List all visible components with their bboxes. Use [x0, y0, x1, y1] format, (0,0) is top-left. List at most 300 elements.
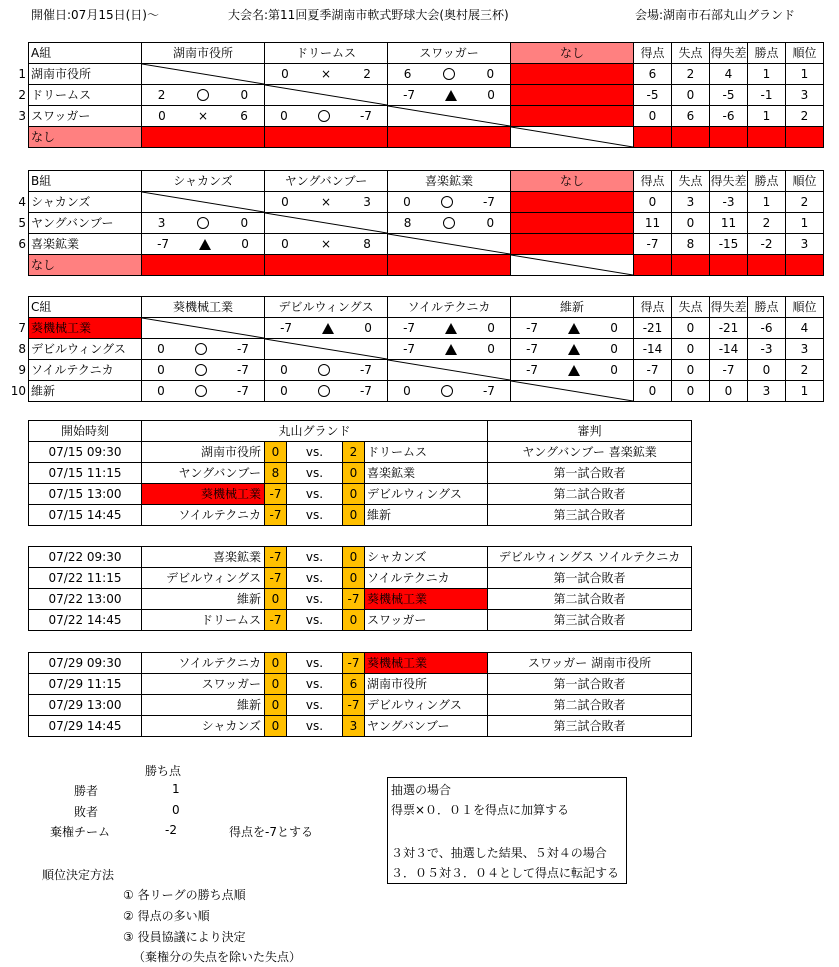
stat-header: 得点 [634, 171, 672, 192]
result-left: -7 [280, 321, 293, 335]
stat-cell: 1 [786, 381, 824, 402]
result-right: 0 [240, 216, 249, 230]
stat-cell [710, 127, 748, 148]
result-left: -7 [526, 363, 539, 377]
match-time: 07/22 09:30 [29, 547, 142, 568]
match-result-cell [142, 85, 265, 106]
match-result-cell [388, 64, 511, 85]
match-result-cell [388, 339, 511, 360]
result-right: -7 [236, 384, 249, 398]
header-date: 開催日:07月15日(日)～ [31, 8, 159, 22]
home-team: シャカンズ [142, 716, 265, 737]
match-result-cell [265, 234, 388, 255]
result-left: -7 [403, 88, 416, 102]
result-right: -7 [359, 363, 372, 377]
empty-red-cell [511, 213, 634, 234]
home-score: 0 [265, 442, 287, 463]
points-forfeit-value: -2 [165, 823, 177, 837]
stat-cell: 1 [786, 213, 824, 234]
group-col-header: 葵機械工業 [142, 297, 265, 318]
row-number: 9 [18, 363, 26, 377]
stat-cell: -15 [710, 234, 748, 255]
stat-cell: -3 [748, 339, 786, 360]
away-score: 0 [343, 568, 365, 589]
result-right: -7 [236, 342, 249, 356]
triangle-mark-icon [445, 344, 457, 355]
stat-cell: -2 [748, 234, 786, 255]
match-result-cell [388, 381, 511, 402]
row-number: 5 [18, 216, 26, 230]
vs-label: vs. [287, 653, 343, 674]
stat-cell [786, 255, 824, 276]
circle-mark-icon [195, 343, 207, 355]
home-score: 0 [265, 695, 287, 716]
home-score: -7 [265, 484, 287, 505]
match-time: 07/15 09:30 [29, 442, 142, 463]
result-right: 0 [487, 88, 495, 102]
stat-cell: -5 [634, 85, 672, 106]
umpire: 第三試合敗者 [488, 505, 692, 526]
home-score: 0 [265, 589, 287, 610]
result-left: 0 [157, 363, 165, 377]
stat-cell: 3 [786, 85, 824, 106]
match-result-cell [388, 213, 511, 234]
group-col-header: 維新 [511, 297, 634, 318]
match-result-cell [142, 339, 265, 360]
result-left: 0 [157, 384, 165, 398]
result-left: 0 [280, 384, 288, 398]
cross-mark: × [320, 195, 332, 209]
result-right: -7 [359, 109, 372, 123]
match-result-cell [142, 360, 265, 381]
stat-cell: -21 [634, 318, 672, 339]
result-left: -7 [526, 321, 539, 335]
team-name: ヤングバンブー [29, 213, 142, 234]
circle-mark-icon [195, 364, 207, 376]
match-result-cell [265, 106, 388, 127]
result-right: -7 [482, 195, 495, 209]
result-left: 0 [403, 195, 411, 209]
umpire: 第一試合敗者 [488, 674, 692, 695]
match-result-cell [388, 318, 511, 339]
vs-label: vs. [287, 505, 343, 526]
schedule-header-time: 開始時刻 [29, 421, 142, 442]
ranking-item-1: ① 各リーグの勝ち点順 [123, 888, 246, 902]
team-name: 維新 [29, 381, 142, 402]
empty-red-cell [511, 85, 634, 106]
result-right: 0 [486, 216, 495, 230]
stat-cell: 2 [786, 192, 824, 213]
ranking-item-3: ③ 役員協議により決定 [123, 930, 246, 944]
points-winner-value: 1 [172, 782, 180, 796]
lottery-line-1: 抽選の場合 [391, 783, 452, 797]
match-time: 07/15 14:45 [29, 505, 142, 526]
stat-cell: 0 [634, 192, 672, 213]
row-number: 7 [18, 321, 26, 335]
group-col-header: ヤングバンブー [265, 171, 388, 192]
away-score: 0 [343, 547, 365, 568]
result-right: 0 [486, 67, 495, 81]
empty-red-cell [265, 255, 388, 276]
result-left: 0 [403, 384, 411, 398]
triangle-mark-icon [322, 323, 334, 334]
umpire: 第一試合敗者 [488, 463, 692, 484]
stat-cell [748, 255, 786, 276]
stat-cell [672, 255, 710, 276]
stat-cell: -14 [710, 339, 748, 360]
match-result-cell [265, 318, 388, 339]
points-winner-label: 勝者 [74, 784, 99, 798]
empty-red-cell [388, 127, 511, 148]
match-result-cell [265, 64, 388, 85]
stat-cell: 11 [634, 213, 672, 234]
vs-label: vs. [287, 484, 343, 505]
triangle-mark-icon [445, 90, 457, 101]
away-score: -7 [343, 695, 365, 716]
diagonal-cell [142, 318, 265, 339]
group-table [28, 42, 824, 148]
stat-cell: -7 [634, 360, 672, 381]
stat-cell: 0 [672, 360, 710, 381]
result-right: 8 [363, 237, 371, 251]
result-left: 0 [280, 363, 288, 377]
match-time: 07/29 09:30 [29, 653, 142, 674]
stat-cell: -5 [710, 85, 748, 106]
lottery-note-box [387, 777, 627, 884]
stat-cell: -7 [634, 234, 672, 255]
result-left: 0 [281, 195, 289, 209]
home-score: -7 [265, 568, 287, 589]
home-score: -7 [265, 505, 287, 526]
row-number: 6 [18, 237, 26, 251]
result-left: -7 [403, 342, 416, 356]
result-right: 0 [610, 342, 618, 356]
group-table [28, 296, 824, 402]
match-result-cell [265, 360, 388, 381]
lottery-line-4: ３対３で、抽選した結果、５対４の場合 [391, 846, 607, 860]
stat-cell: 0 [672, 318, 710, 339]
team-name: 葵機械工業 [29, 318, 142, 339]
stat-cell: -3 [710, 192, 748, 213]
home-score: 0 [265, 716, 287, 737]
stat-header: 順位 [786, 43, 824, 64]
away-team: デビルウィングス [365, 484, 488, 505]
result-left: 8 [403, 216, 412, 230]
triangle-mark-icon [568, 323, 580, 334]
result-right: -7 [236, 363, 249, 377]
away-team: ソイルテクニカ [365, 568, 488, 589]
result-right: -7 [482, 384, 495, 398]
triangle-mark-icon [199, 239, 211, 250]
vs-label: vs. [287, 716, 343, 737]
row-number: 4 [18, 195, 26, 209]
lottery-line-5: ３．０５対３．０４として得点に転記する [391, 866, 620, 880]
diagonal-cell [142, 192, 265, 213]
stat-cell: 0 [710, 381, 748, 402]
diagonal-cell [388, 234, 511, 255]
empty-red-cell [511, 106, 634, 127]
match-time: 07/29 14:45 [29, 716, 142, 737]
home-score: -7 [265, 547, 287, 568]
vs-label: vs. [287, 610, 343, 631]
diagonal-cell [265, 339, 388, 360]
result-left: 2 [157, 88, 166, 102]
result-left: -7 [157, 237, 170, 251]
match-result-cell [142, 234, 265, 255]
umpire: 第一試合敗者 [488, 568, 692, 589]
match-result-cell [511, 360, 634, 381]
circle-mark-icon [197, 217, 209, 229]
stat-cell: 1 [748, 106, 786, 127]
away-team: 葵機械工業 [365, 653, 488, 674]
stat-header: 勝点 [748, 171, 786, 192]
vs-label: vs. [287, 589, 343, 610]
match-time: 07/29 11:15 [29, 674, 142, 695]
match-result-cell [388, 192, 511, 213]
stat-cell: 8 [672, 234, 710, 255]
result-right: 0 [487, 321, 495, 335]
schedule-header-umpire: 審判 [488, 421, 692, 442]
schedule-header-ground: 丸山グランド [142, 421, 488, 442]
vs-label: vs. [287, 442, 343, 463]
stat-cell: 0 [748, 360, 786, 381]
vs-label: vs. [287, 463, 343, 484]
home-team: ソイルテクニカ [142, 505, 265, 526]
home-team: 葵機械工業 [142, 484, 265, 505]
stat-cell: 0 [634, 106, 672, 127]
home-score: -7 [265, 610, 287, 631]
stat-cell: 0 [634, 381, 672, 402]
points-forfeit-note: 得点を-7とする [229, 825, 313, 839]
match-result-cell [511, 339, 634, 360]
away-score: 0 [343, 484, 365, 505]
group-col-header: デビルウィングス [265, 297, 388, 318]
umpire: ヤングバンブー 喜楽鉱業 [488, 442, 692, 463]
points-loser-label: 敗者 [74, 805, 99, 819]
away-team: 葵機械工業 [365, 589, 488, 610]
home-score: 0 [265, 653, 287, 674]
ranking-item-2: ② 得点の多い順 [123, 909, 210, 923]
result-right: 2 [363, 67, 371, 81]
triangle-mark-icon [568, 365, 580, 376]
away-team: シャカンズ [365, 547, 488, 568]
stat-header: 順位 [786, 297, 824, 318]
row-number: 8 [18, 342, 26, 356]
umpire: デビルウィングス ソイルテクニカ [488, 547, 692, 568]
stat-cell: 3 [786, 234, 824, 255]
match-time: 07/22 13:00 [29, 589, 142, 610]
home-team: 維新 [142, 695, 265, 716]
stat-cell: 3 [786, 339, 824, 360]
stat-cell [710, 255, 748, 276]
umpire: 第二試合敗者 [488, 695, 692, 716]
row-number: 10 [10, 384, 26, 398]
stat-cell: 2 [748, 213, 786, 234]
stat-cell: 6 [672, 106, 710, 127]
result-left: 0 [158, 109, 166, 123]
home-team: 湖南市役所 [142, 442, 265, 463]
away-score: 0 [343, 610, 365, 631]
match-result-cell [388, 85, 511, 106]
group-col-header: なし [511, 171, 634, 192]
stat-cell: 4 [710, 64, 748, 85]
away-score: 2 [343, 442, 365, 463]
stat-cell: 2 [786, 106, 824, 127]
stat-header: 失点 [672, 171, 710, 192]
away-score: -7 [343, 653, 365, 674]
header-tournament: 大会名:第11回夏季湖南市軟式野球大会(奥村展三杯) [228, 8, 509, 22]
match-result-cell [142, 213, 265, 234]
vs-label: vs. [287, 674, 343, 695]
stat-cell: -6 [748, 318, 786, 339]
row-number: 3 [18, 109, 26, 123]
away-team: デビルウィングス [365, 695, 488, 716]
circle-mark-icon [197, 89, 209, 101]
stat-cell: 1 [748, 64, 786, 85]
team-name: ソイルテクニカ [29, 360, 142, 381]
match-time: 07/29 13:00 [29, 695, 142, 716]
result-left: 0 [157, 342, 165, 356]
home-team: ドリームス [142, 610, 265, 631]
diagonal-cell [142, 64, 265, 85]
stat-cell: 3 [672, 192, 710, 213]
match-time: 07/22 11:15 [29, 568, 142, 589]
match-result-cell [265, 381, 388, 402]
group-col-header: なし [511, 43, 634, 64]
stat-cell: 4 [786, 318, 824, 339]
stat-cell: 0 [672, 339, 710, 360]
circle-mark-icon [318, 110, 330, 122]
home-team: スワッガー [142, 674, 265, 695]
team-name: 湖南市役所 [29, 64, 142, 85]
empty-red-cell [511, 64, 634, 85]
away-team: 維新 [365, 505, 488, 526]
diagonal-cell [388, 360, 511, 381]
group-col-header: スワッガー [388, 43, 511, 64]
result-right: 0 [364, 321, 372, 335]
stat-cell: 2 [786, 360, 824, 381]
result-left: 0 [280, 109, 288, 123]
group-col-header: ソイルテクニカ [388, 297, 511, 318]
stat-header: 失点 [672, 43, 710, 64]
away-score: 3 [343, 716, 365, 737]
away-score: 6 [343, 674, 365, 695]
stat-cell: 2 [672, 64, 710, 85]
stat-cell [672, 127, 710, 148]
group-name: A組 [29, 43, 142, 64]
home-team: ソイルテクニカ [142, 653, 265, 674]
away-score: 0 [343, 505, 365, 526]
circle-mark-icon [195, 385, 207, 397]
circle-mark-icon [318, 385, 330, 397]
stat-cell [786, 127, 824, 148]
ranking-item-4: （棄権分の失点を除いた失点） [133, 950, 302, 964]
home-score: 8 [265, 463, 287, 484]
stat-header: 得失差 [710, 297, 748, 318]
stat-header: 勝点 [748, 297, 786, 318]
stat-cell: 1 [748, 192, 786, 213]
group-col-header: 喜楽鉱業 [388, 171, 511, 192]
circle-mark-icon [441, 385, 453, 397]
team-name: スワッガー [29, 106, 142, 127]
header-venue: 会場:湖南市石部丸山グランド [635, 8, 796, 22]
stat-header: 得失差 [710, 171, 748, 192]
stat-cell: 11 [710, 213, 748, 234]
match-result-cell [142, 381, 265, 402]
away-score: -7 [343, 589, 365, 610]
result-left: 6 [403, 67, 412, 81]
match-time: 07/15 13:00 [29, 484, 142, 505]
vs-label: vs. [287, 547, 343, 568]
home-team: ヤングバンブー [142, 463, 265, 484]
vs-label: vs. [287, 695, 343, 716]
diagonal-cell [511, 255, 634, 276]
group-col-header: 湖南市役所 [142, 43, 265, 64]
schedule-table [28, 652, 692, 737]
stat-cell: 0 [672, 381, 710, 402]
diagonal-cell [265, 85, 388, 106]
team-name: なし [29, 127, 142, 148]
schedule-table [28, 546, 692, 631]
umpire: 第二試合敗者 [488, 484, 692, 505]
result-left: 0 [281, 67, 289, 81]
diagonal-cell [388, 106, 511, 127]
result-right: 0 [240, 88, 249, 102]
diagonal-cell [265, 213, 388, 234]
umpire: スワッガー 湖南市役所 [488, 653, 692, 674]
result-right: 0 [487, 342, 495, 356]
group-col-header: シャカンズ [142, 171, 265, 192]
circle-mark-icon [443, 217, 455, 229]
match-result-cell [142, 106, 265, 127]
diagonal-cell [511, 381, 634, 402]
group-name: C組 [29, 297, 142, 318]
schedule-table [28, 420, 692, 526]
away-team: 湖南市役所 [365, 674, 488, 695]
stat-cell: -21 [710, 318, 748, 339]
stat-cell: 1 [786, 64, 824, 85]
empty-red-cell [142, 255, 265, 276]
umpire: 第三試合敗者 [488, 610, 692, 631]
home-team: デビルウィングス [142, 568, 265, 589]
circle-mark-icon [443, 68, 455, 80]
away-score: 0 [343, 463, 365, 484]
stat-header: 得点 [634, 297, 672, 318]
circle-mark-icon [318, 364, 330, 376]
points-loser-value: 0 [172, 803, 180, 817]
team-name: 喜楽鉱業 [29, 234, 142, 255]
stat-header: 順位 [786, 171, 824, 192]
vs-label: vs. [287, 568, 343, 589]
away-team: スワッガー [365, 610, 488, 631]
umpire: 第三試合敗者 [488, 716, 692, 737]
row-number: 1 [18, 67, 26, 81]
empty-red-cell [511, 234, 634, 255]
result-left: -7 [526, 342, 539, 356]
stat-header: 失点 [672, 297, 710, 318]
stat-cell: 3 [748, 381, 786, 402]
cross-mark: × [197, 109, 209, 123]
stat-header: 勝点 [748, 43, 786, 64]
result-left: 3 [157, 216, 166, 230]
match-result-cell [265, 192, 388, 213]
stat-cell: 6 [634, 64, 672, 85]
stat-cell: -14 [634, 339, 672, 360]
stat-cell: -7 [710, 360, 748, 381]
team-name: デビルウィングス [29, 339, 142, 360]
result-right: -7 [359, 384, 372, 398]
match-time: 07/15 11:15 [29, 463, 142, 484]
